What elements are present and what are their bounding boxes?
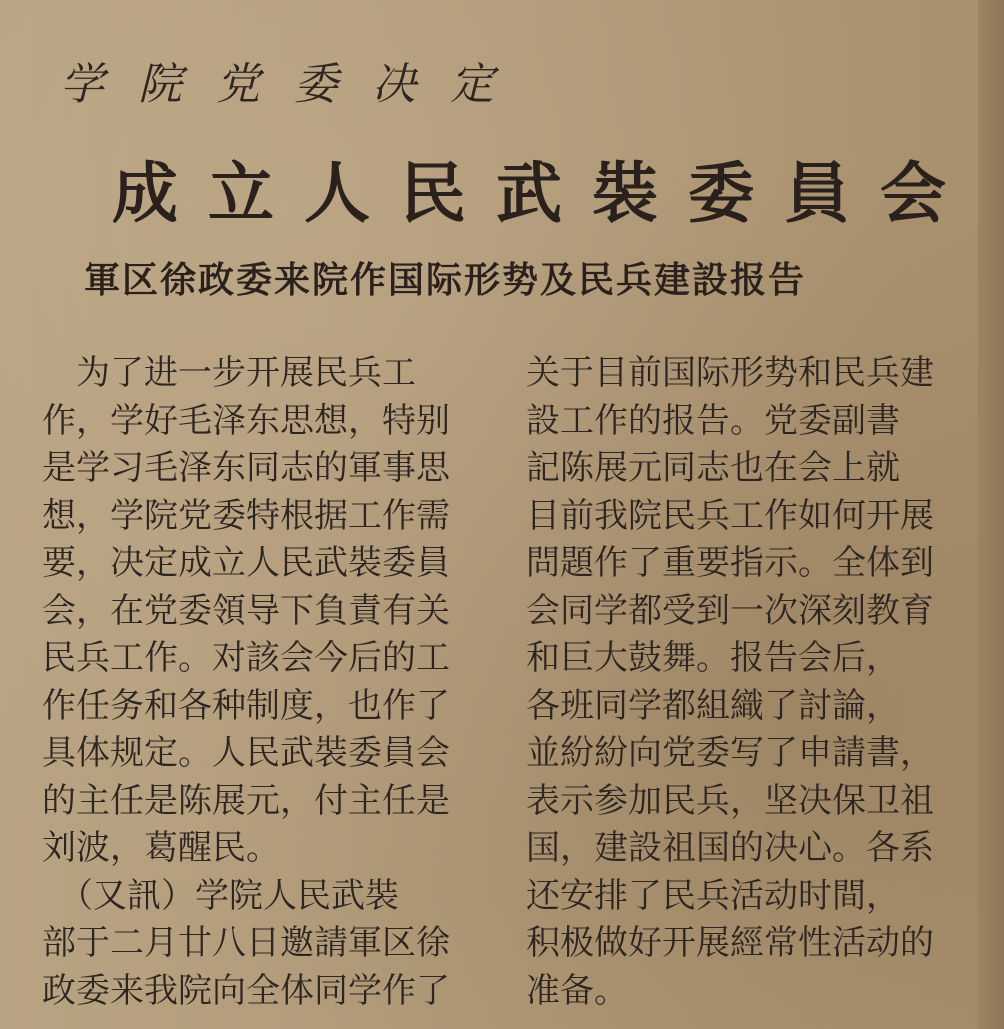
text-line: 还安排了民兵活动时間， [526, 875, 900, 916]
main-headline: 成立人民武裝委員会 [112, 154, 976, 232]
text-line: 政委来我院向全体同学作了 [42, 970, 450, 1011]
text-line: 設工作的报告。党委副書 [526, 400, 900, 441]
text-line: 准备。 [526, 970, 628, 1011]
text-line: 会同学都受到一次深刻教育 [526, 590, 934, 631]
left-text-column [42, 350, 492, 1015]
subheadline: 軍区徐政委来院作国际形势及民兵建設报告 [84, 260, 807, 301]
text-line: 問題作了重要指示。全体到 [526, 543, 934, 583]
text-line: 的主任是陈展元，付主任是 [42, 780, 450, 821]
text-line: 記陈展元同志也在会上就 [526, 448, 900, 488]
text-line: 和巨大鼓舞。报告会后， [526, 638, 900, 678]
text-line: 关于目前国际形势和民兵建 [526, 353, 934, 393]
page-edge [978, 0, 1004, 1029]
text-line: 表示参加民兵，坚决保卫祖 [526, 780, 934, 821]
text-line: 目前我院民兵工作如何开展 [526, 495, 934, 536]
text-line: 积极做好开展經常性活动的 [526, 923, 934, 963]
text-line: 刘波，葛醒民。 [42, 828, 280, 868]
text-line: 民兵工作。对該会今后的工 [42, 638, 450, 678]
text-line: 是学习毛泽东同志的軍事思 [42, 448, 450, 488]
text-line: （又訊）学院人民武裝 [42, 875, 399, 916]
text-line: 为了进一步开展民兵工 [42, 353, 416, 393]
text-line: 具体规定。人民武裝委員会 [42, 733, 450, 773]
text-line: 各班同学都組織了討論， [526, 685, 900, 726]
text-line: 作，学好毛泽东思想，特别 [42, 400, 450, 441]
text-line: 要，决定成立人民武裝委員 [42, 543, 450, 583]
text-line: 会，在党委領导下負責有关 [42, 590, 450, 631]
text-line: 並紛紛向党委写了申請書， [526, 733, 934, 773]
text-line: 部于二月廿八日邀請軍区徐 [42, 923, 450, 963]
kicker-headline: 学院党委决定 [60, 59, 528, 110]
text-line: 作任务和各种制度，也作了 [42, 685, 450, 726]
right-text-column [526, 350, 976, 1015]
text-line: 想，学院党委特根据工作需 [42, 495, 450, 536]
text-line: 国，建設祖国的决心。各系 [526, 828, 934, 868]
